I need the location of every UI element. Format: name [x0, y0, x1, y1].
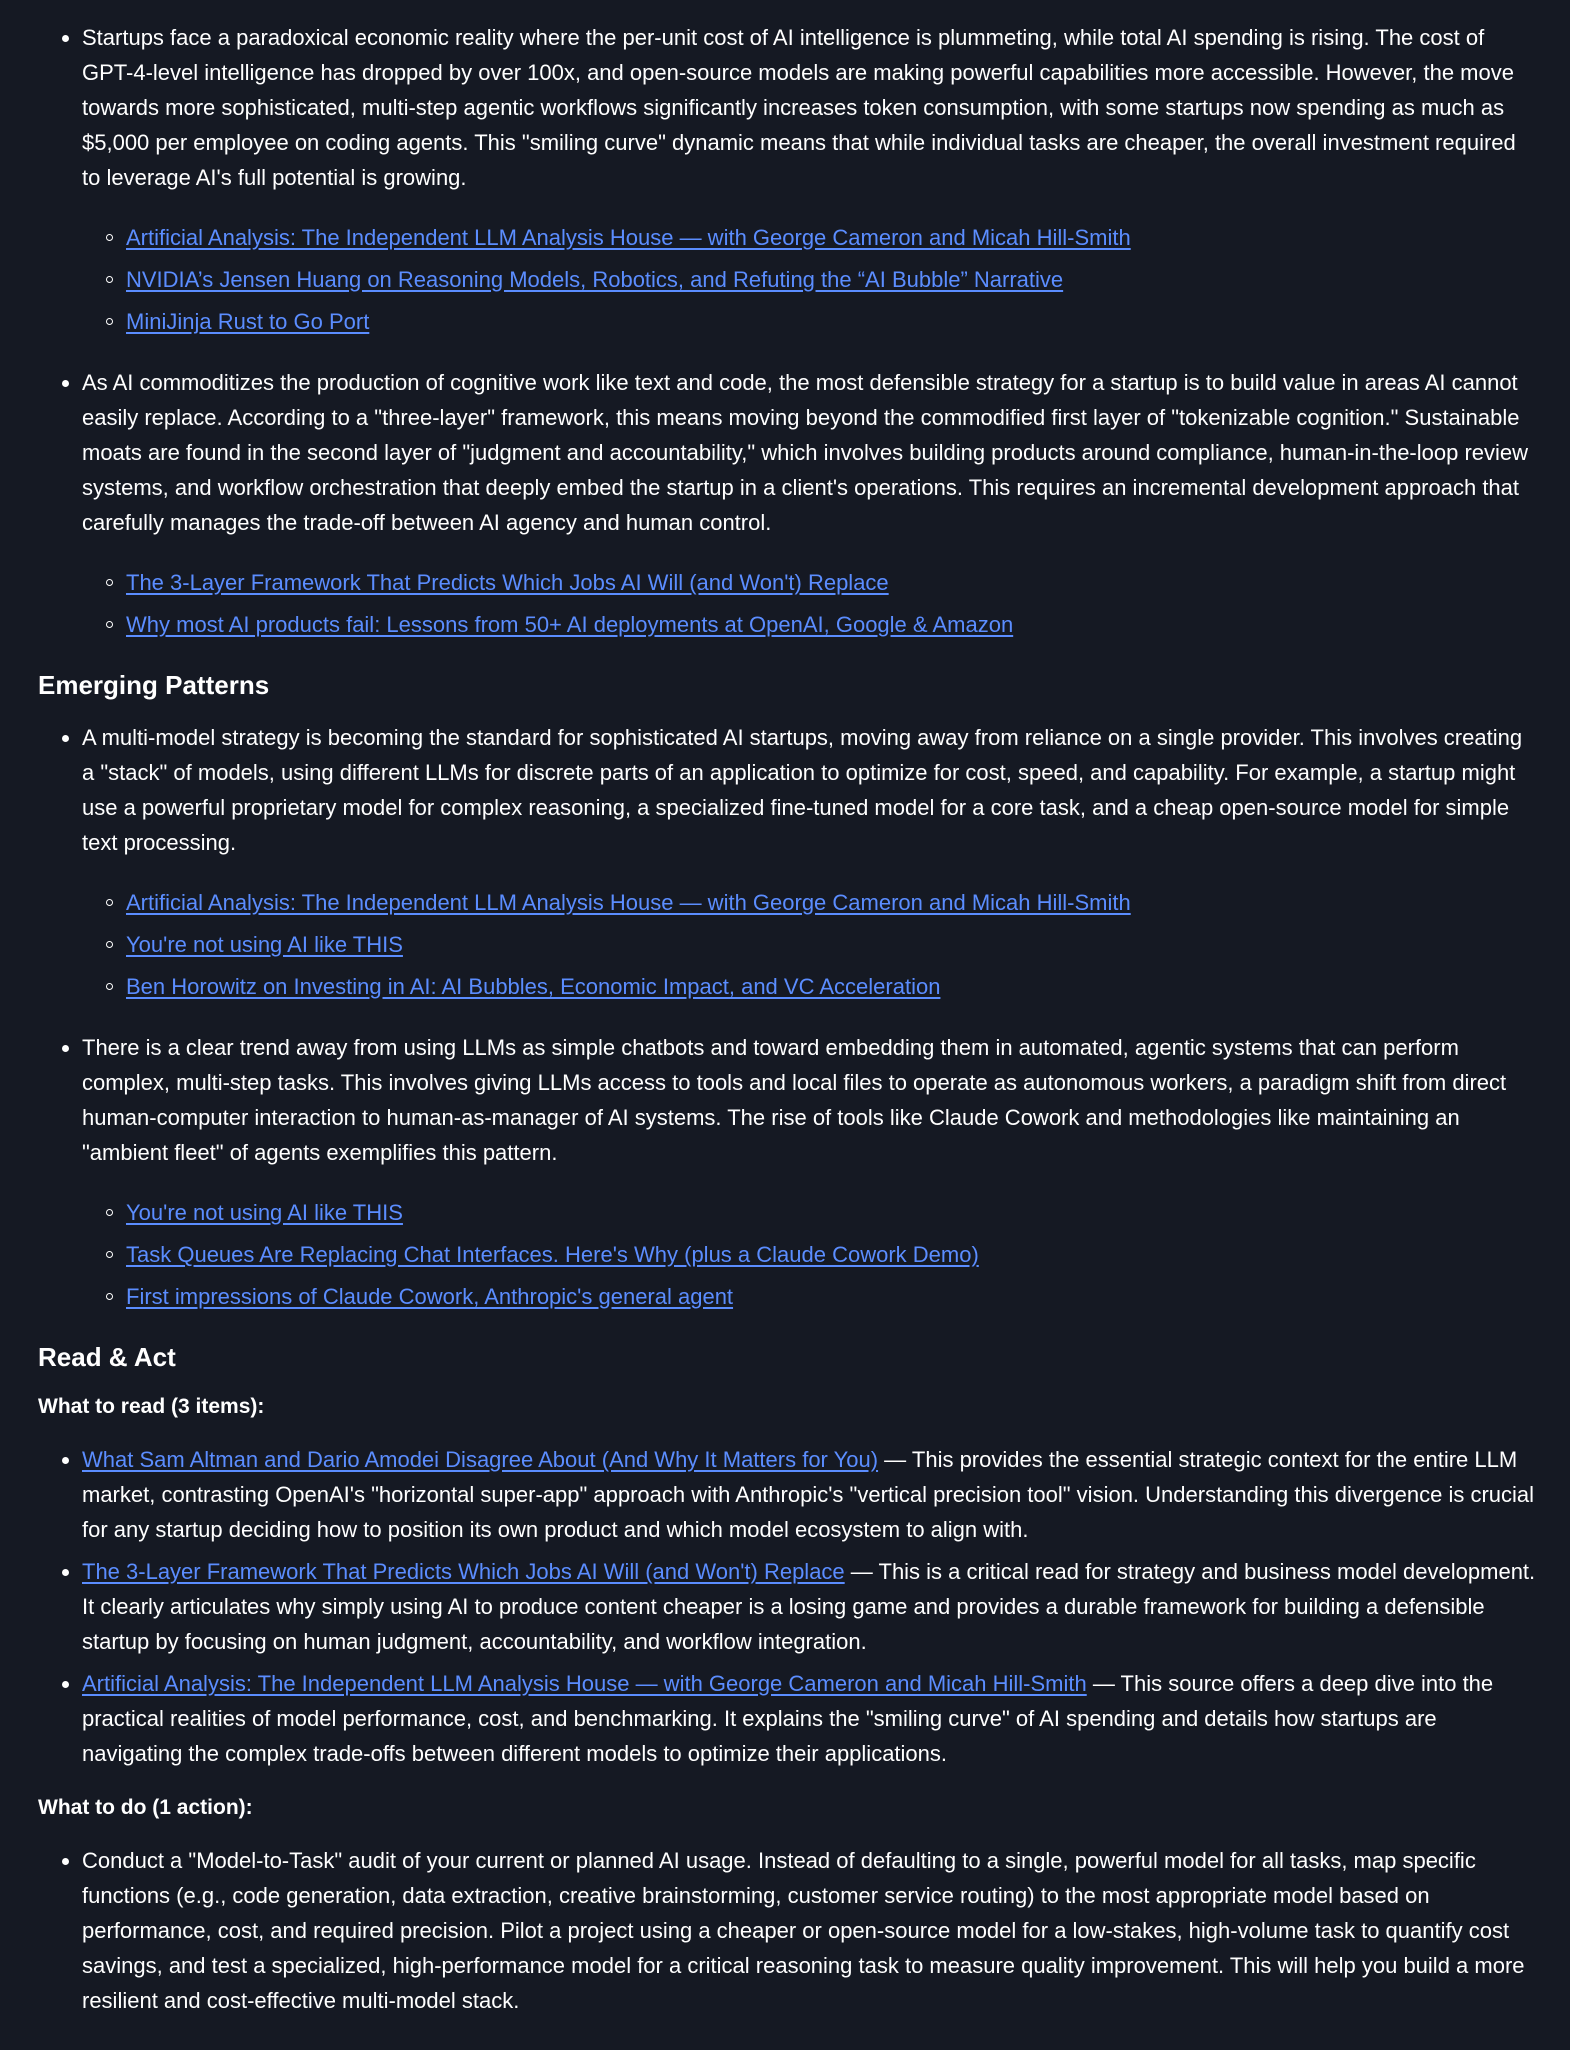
bullet-text: There is a clear trend away from using LLMs as simple chatbots and toward embedding them in automated, agentic systems that can perform complex, multi-step tasks. This involves giving LLMs access to tools and local files to operate as autonomous workers, a paradigm shift from direct human-computer interaction to human-as-manager of AI systems. The rise of tools like Claude Cowork and methodologies like maintaining an "ambient fleet" of agents exemplifies this pattern. — [82, 1035, 1507, 1165]
reading-link[interactable]: The 3-Layer Framework That Predicts Which Jobs AI Will (and Won't) Replace — [82, 1559, 845, 1584]
reading-item — [38, 1666, 1538, 1771]
reading-description: — This is a critical read for strategy and business model development. It clearly articulates why simply using AI to produce content cheaper is a losing game and provides a durable framework for building a defensible startup by focusing on human judgment, accountability, and workflow integration. — [82, 1559, 1536, 1654]
list-item — [38, 20, 1538, 343]
source-link-item — [82, 966, 1538, 1008]
source-links — [82, 217, 1538, 343]
action-item — [38, 1843, 1538, 2018]
source-link[interactable]: Why most AI products fail: Lessons from 50+ AI deployments at OpenAI, Google & Amazon — [126, 612, 1014, 637]
source-link-item — [82, 259, 1538, 301]
source-links — [82, 1192, 1538, 1318]
reading-list — [38, 1442, 1538, 1771]
source-link-item — [82, 301, 1538, 343]
source-link[interactable]: You're not using AI like THIS — [126, 932, 403, 957]
list-item — [38, 1030, 1538, 1318]
source-link-item — [82, 1276, 1538, 1318]
bullet-text: As AI commoditizes the production of cognitive work like text and code, the most defensible strategy for a startup is to build value in areas AI cannot easily replace. According to a "three-layer" framework, this means moving beyond the commodified first layer of "tokenizable cognition." Sustainable moats are found in the second layer of "judgment and accountability," which involves building products around compliance, human-in-the-loop review systems, and workflow orchestration that deeply embed the startup in a client's operations. This requires an incremental development approach that carefully manages the trade-off between AI agency and human control. — [82, 370, 1529, 535]
section-heading-emerging-patterns: Emerging Patterns — [38, 670, 270, 700]
list-item — [38, 365, 1538, 646]
section-heading-read-act: Read & Act — [38, 1342, 176, 1372]
insights-list — [38, 20, 1538, 646]
reading-item — [38, 1554, 1538, 1659]
emerging-patterns-list — [38, 720, 1538, 1318]
source-link[interactable]: Ben Horowitz on Investing in AI: AI Bubbles, Economic Impact, and VC Acceleration — [126, 974, 941, 999]
source-link[interactable]: The 3-Layer Framework That Predicts Which Jobs AI Will (and Won't) Replace — [126, 570, 889, 595]
action-text: Conduct a "Model-to-Task" audit of your current or planned AI usage. Instead of defaulting to a single, powerful model for all tasks, map specific functions (e.g., code generation, data extraction, creative brainstorming, customer service routing) to the most appropriate model based on performance, cost, and required precision. Pilot a project using a cheaper or open-source model for a low-stakes, high-volume task to quantify cost savings, and test a specialized, high-performance model for a critical reasoning task to measure quality improvement. This will help you build a more resilient and cost-effective multi-model stack. — [82, 1848, 1525, 2013]
source-link[interactable]: MiniJinja Rust to Go Port — [126, 309, 370, 334]
source-link[interactable]: Artificial Analysis: The Independent LLM Analysis House — with George Cameron and Micah Hill-Smith — [126, 225, 1131, 250]
reading-link[interactable]: Artificial Analysis: The Independent LLM Analysis House — with George Cameron and Micah Hill-Smith — [82, 1671, 1087, 1696]
source-links — [82, 562, 1538, 646]
source-link[interactable]: You're not using AI like THIS — [126, 1200, 403, 1225]
action-list — [38, 1843, 1538, 2018]
source-link-item — [82, 604, 1538, 646]
source-link[interactable]: Artificial Analysis: The Independent LLM Analysis House — with George Cameron and Micah Hill-Smith — [126, 890, 1131, 915]
reading-link[interactable]: What Sam Altman and Dario Amodei Disagree About (And Why It Matters for You) — [82, 1447, 879, 1472]
subheading-what-to-read: What to read (3 items): — [38, 1395, 265, 1418]
source-link-item — [82, 882, 1538, 924]
source-link[interactable]: First impressions of Claude Cowork, Anthropic's general agent — [126, 1284, 734, 1309]
bullet-text: A multi-model strategy is becoming the standard for sophisticated AI startups, moving away from reliance on a single provider. This involves creating a "stack" of models, using different LLMs for discrete parts of an application to optimize for cost, speed, and capability. For example, a startup might use a powerful proprietary model for complex reasoning, a specialized fine-tuned model for a core task, and a cheap open-source model for simple text processing. — [82, 725, 1523, 855]
reading-description: — This provides the essential strategic context for the entire LLM market, contrasting OpenAI's "horizontal super-app" approach with Anthropic's "vertical precision tool" vision. Understanding this divergence is crucial for any startup deciding how to position its own product and which model ecosystem to align with. — [82, 1447, 1535, 1542]
source-link-item — [82, 1234, 1538, 1276]
reading-item — [38, 1442, 1538, 1547]
reading-description: — This source offers a deep dive into the practical realities of model performance, cost, and benchmarking. It explains the "smiling curve" of AI spending and details how startups are navigating the complex trade-offs between different models to optimize their applications. — [82, 1671, 1494, 1766]
subheading-what-to-do: What to do (1 action): — [38, 1796, 253, 1819]
source-link-item — [82, 217, 1538, 259]
source-link-item — [82, 1192, 1538, 1234]
source-link[interactable]: Task Queues Are Replacing Chat Interfaces. Here's Why (plus a Claude Cowork Demo) — [126, 1242, 979, 1267]
source-link-item — [82, 562, 1538, 604]
source-link-item — [82, 924, 1538, 966]
list-item — [38, 720, 1538, 1008]
source-links — [82, 882, 1538, 1008]
bullet-text: Startups face a paradoxical economic reality where the per-unit cost of AI intelligence is plummeting, while total AI spending is rising. The cost of GPT-4-level intelligence has dropped by over 100x, and open-source models are making powerful capabilities more accessible. However, the move towards more sophisticated, multi-step agentic workflows significantly increases token consumption, with some startups now spending as much as $5,000 per employee on coding agents. This "smiling curve" dynamic means that while individual tasks are cheaper, the overall investment required to leverage AI's full potential is growing. — [82, 25, 1516, 190]
source-link[interactable]: NVIDIA’s Jensen Huang on Reasoning Models, Robotics, and Refuting the “AI Bubble” Narrative — [126, 267, 1064, 292]
